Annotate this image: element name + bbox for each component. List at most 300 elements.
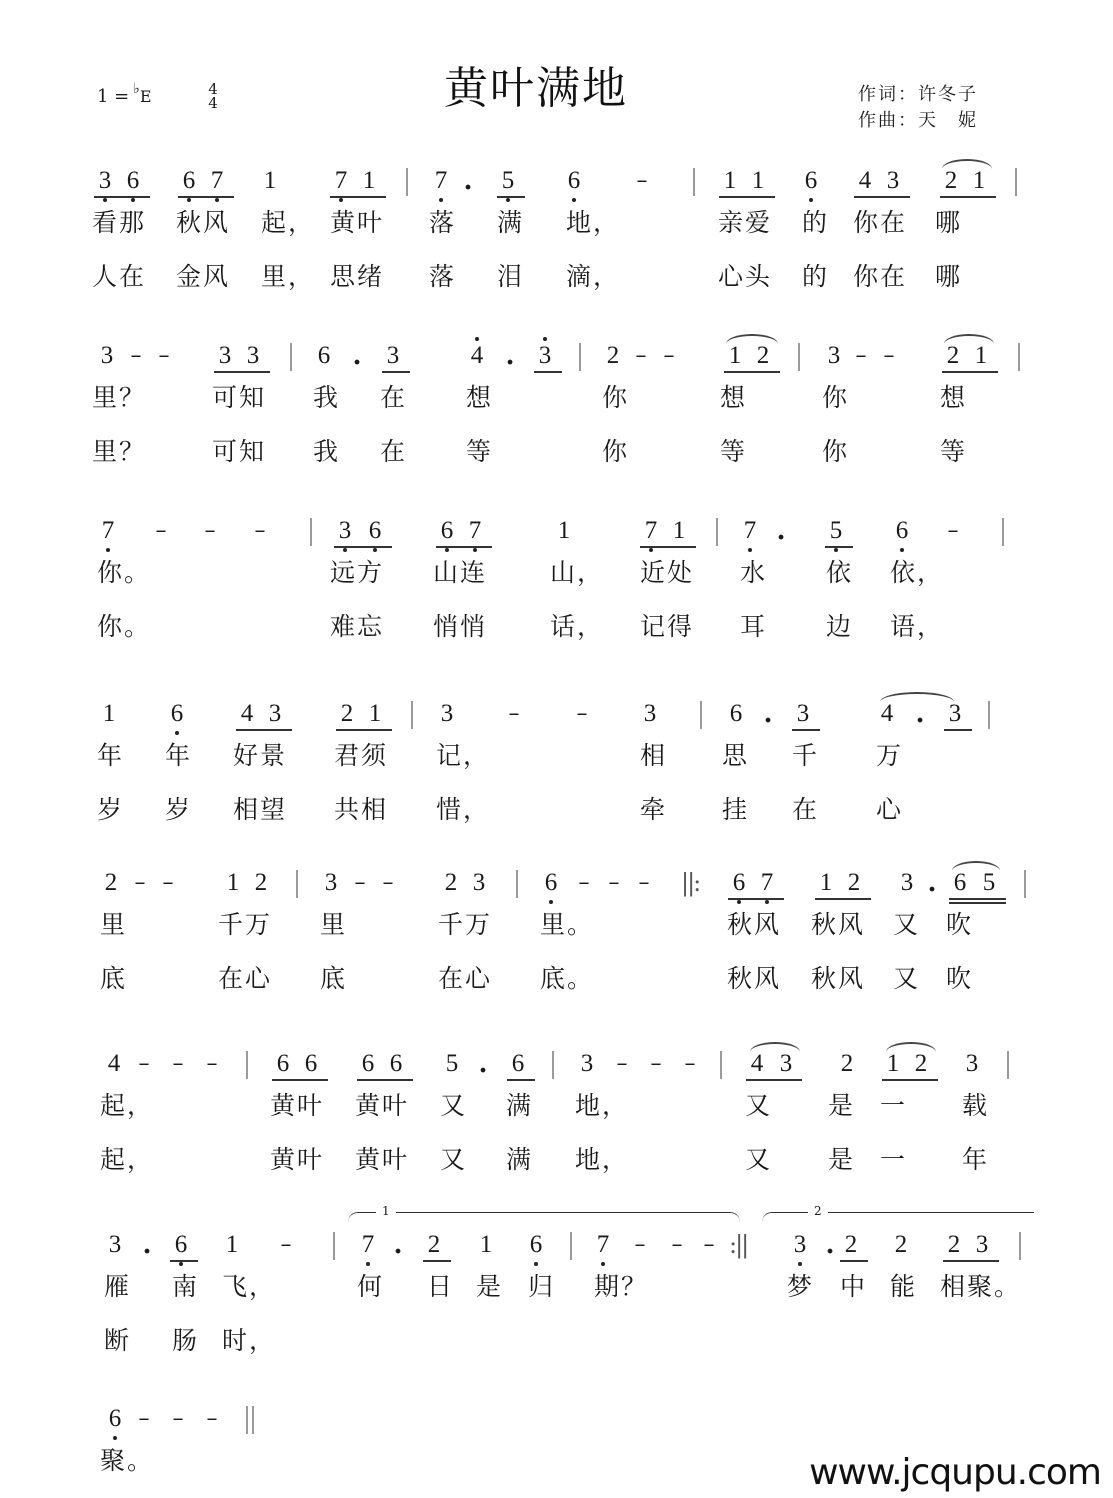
lyric-verse1: 又 xyxy=(893,910,921,939)
lyric-verse1: 满 xyxy=(497,208,525,237)
barline xyxy=(693,168,695,196)
lyric-verse2: 在心 xyxy=(438,964,493,993)
sustain-dash: – xyxy=(158,343,170,368)
note: 7 xyxy=(361,1231,375,1258)
underline-eighth xyxy=(724,371,780,373)
note: 2 xyxy=(944,167,958,194)
lyric-verse2: 话， xyxy=(550,612,605,641)
lyric-verse1: 远方 xyxy=(330,558,385,587)
barline xyxy=(290,343,292,371)
lyric-verse1: 千万 xyxy=(218,910,273,939)
lyric-verse1: 好景 xyxy=(233,741,288,770)
lyric-verse1: 秋风 xyxy=(176,208,231,237)
lyric-verse2: 你。 xyxy=(97,612,152,641)
repeat-start-sign: ||: xyxy=(681,869,700,897)
low-octave-dot xyxy=(534,1262,538,1266)
low-octave-dot xyxy=(343,548,347,552)
barline xyxy=(570,1232,572,1260)
lyric-verse1: 起， xyxy=(261,208,316,237)
note: 1 xyxy=(479,1231,493,1258)
repeat-end-sign: :|| xyxy=(729,1231,748,1259)
underline-eighth xyxy=(943,1260,999,1262)
volta-number-1: 1 xyxy=(376,1204,396,1218)
note: 5 xyxy=(445,1050,459,1077)
sustain-dash: – xyxy=(206,1051,218,1076)
lyric-verse1: 哪 xyxy=(935,208,963,237)
note: 7 xyxy=(334,167,348,194)
low-octave-dot xyxy=(366,1262,370,1266)
sustain-dash: – xyxy=(650,1051,662,1076)
sustain-dash: – xyxy=(172,1406,184,1431)
sustain-dash: – xyxy=(638,870,650,895)
lyric-verse2: 黄叶 xyxy=(270,1145,325,1174)
lyric-verse1: 是 xyxy=(476,1272,504,1301)
lyric-verse1: 中 xyxy=(840,1272,868,1301)
dotted-rhythm: . xyxy=(505,341,515,371)
low-octave-dot xyxy=(175,731,179,735)
note: 3 xyxy=(975,1231,989,1258)
low-octave-dot xyxy=(473,548,477,552)
lyric-verse1: 你 xyxy=(602,383,630,412)
lyric-verse2: 地， xyxy=(575,1145,630,1174)
underline-eighth xyxy=(423,1260,451,1262)
sustain-dash: – xyxy=(608,870,620,895)
note: 7 xyxy=(434,167,448,194)
lyric-verse1: 一 xyxy=(880,1091,908,1120)
lyric-verse2: 满 xyxy=(506,1145,534,1174)
lyric-verse1: 吹 xyxy=(946,910,974,939)
note: 6 xyxy=(440,517,454,544)
note: 6 xyxy=(170,700,184,727)
dotted-rhythm: . xyxy=(142,1230,152,1260)
lyric-verse1: 又 xyxy=(745,1091,773,1120)
note: 2 xyxy=(847,869,861,896)
barline xyxy=(988,701,990,729)
low-octave-dot xyxy=(549,900,553,904)
note: 3 xyxy=(796,700,810,727)
note: 4 xyxy=(470,342,484,369)
lyric-verse1: 黄叶 xyxy=(330,208,385,237)
low-octave-dot xyxy=(439,198,443,202)
note: 2 xyxy=(844,1231,858,1258)
note: 2 xyxy=(340,700,354,727)
note: 2 xyxy=(756,342,770,369)
lyric-verse1: 我 xyxy=(313,383,341,412)
barline xyxy=(716,518,718,546)
note: 4 xyxy=(240,700,254,727)
lyric-verse2: 秋风 xyxy=(811,964,866,993)
note: 6 xyxy=(182,167,196,194)
lyric-verse2: 等 xyxy=(720,437,748,466)
lyric-verse1: 里 xyxy=(320,910,348,939)
underline-eighth xyxy=(640,546,696,548)
underline-eighth xyxy=(534,371,562,373)
underline-eighth xyxy=(728,898,784,900)
lyric-verse2: 在 xyxy=(380,437,408,466)
low-octave-dot xyxy=(765,900,769,904)
underline-eighth xyxy=(336,729,392,731)
note: 3 xyxy=(643,700,657,727)
note: 1 xyxy=(362,167,376,194)
low-octave-dot xyxy=(798,1262,802,1266)
sustain-dash: – xyxy=(162,870,174,895)
note: 6 xyxy=(174,1231,188,1258)
low-octave-dot xyxy=(900,548,904,552)
sustain-dash: – xyxy=(684,1051,696,1076)
lyric-verse2: 边 xyxy=(826,612,854,641)
sustain-dash: – xyxy=(204,518,216,543)
underline-eighth xyxy=(382,371,410,373)
barline xyxy=(296,870,298,898)
low-octave-dot xyxy=(572,198,576,202)
lyric-verse1: 里。 xyxy=(540,910,595,939)
underline-eighth xyxy=(940,196,996,198)
note: 1 xyxy=(972,167,986,194)
underline-eighth xyxy=(854,196,910,198)
dotted-rhythm: . xyxy=(352,341,362,371)
time-signature xyxy=(205,82,221,110)
lyric-verse1: 山， xyxy=(550,558,605,587)
lyric-verse2: 人在 xyxy=(92,262,147,291)
composer-credit: 作曲：天 妮 xyxy=(858,110,978,131)
sustain-dash: – xyxy=(280,1232,292,1257)
lyric-verse2: 悄悄 xyxy=(433,612,488,641)
lyric-verse1: 秋风 xyxy=(811,910,866,939)
lyric-verse1: 相 xyxy=(640,741,668,770)
note: 7 xyxy=(210,167,224,194)
lyric-verse1: 的 xyxy=(802,208,830,237)
lyric-verse2: 时， xyxy=(222,1326,277,1355)
lyric-verse2: 牵 xyxy=(640,795,668,824)
low-octave-dot xyxy=(215,198,219,202)
note: 7 xyxy=(644,517,658,544)
note: 4 xyxy=(750,1050,764,1077)
note: 6 xyxy=(567,167,581,194)
note: 6 xyxy=(804,167,818,194)
note: 1 xyxy=(672,517,686,544)
lyric-verse1: 聚。 xyxy=(100,1446,155,1475)
watermark: www.jcqupu.com xyxy=(809,1452,1101,1493)
note: 3 xyxy=(886,167,900,194)
barline xyxy=(700,701,702,729)
lyric-verse2: 你 xyxy=(602,437,630,466)
lyric-verse2: 记得 xyxy=(640,612,695,641)
lyric-verse2: 思绪 xyxy=(330,262,385,291)
lyric-verse2: 耳 xyxy=(740,612,768,641)
sustain-dash: – xyxy=(254,518,266,543)
barline xyxy=(1002,518,1004,546)
note: 7 xyxy=(101,517,115,544)
final-barline-1 xyxy=(246,1406,248,1434)
note: 7 xyxy=(468,517,482,544)
lyric-verse2: 黄叶 xyxy=(355,1145,410,1174)
lyric-verse1: 里？ xyxy=(92,383,147,412)
lyric-verse2: 一 xyxy=(880,1145,908,1174)
low-octave-dot xyxy=(649,548,653,552)
note: 3 xyxy=(108,1231,122,1258)
slur xyxy=(880,692,954,702)
low-octave-dot xyxy=(131,198,135,202)
lyric-verse2: 相望 xyxy=(233,795,288,824)
barline xyxy=(516,870,518,898)
lyric-verse2: 里？ xyxy=(92,437,147,466)
lyric-verse1: 何 xyxy=(357,1272,385,1301)
sustain-dash: – xyxy=(138,1406,150,1431)
lyric-verse2: 难忘 xyxy=(330,612,385,641)
note: 6 xyxy=(544,869,558,896)
note: 2 xyxy=(894,1231,908,1258)
lyric-verse1: 相聚。 xyxy=(940,1272,1022,1301)
lyric-verse2: 惜， xyxy=(436,795,491,824)
sustain-dash: – xyxy=(883,343,895,368)
slur xyxy=(942,159,992,169)
underline-eighth xyxy=(840,1260,868,1262)
note: 1 xyxy=(557,517,571,544)
note: 3 xyxy=(538,342,552,369)
lyric-verse2: 是 xyxy=(828,1145,856,1174)
low-octave-dot xyxy=(103,198,107,202)
dotted-rhythm: . xyxy=(915,699,925,729)
note: 3 xyxy=(218,342,232,369)
lyric-verse2: 心头 xyxy=(718,262,773,291)
lyric-verse1: 想 xyxy=(720,383,748,412)
note: 3 xyxy=(793,1231,807,1258)
underline-eighth xyxy=(825,546,853,548)
sustain-dash: – xyxy=(616,1051,628,1076)
low-octave-dot xyxy=(339,198,343,202)
barline xyxy=(406,168,408,196)
note: 1 xyxy=(819,869,833,896)
underline-eighth xyxy=(944,729,972,731)
sustain-dash: – xyxy=(138,1051,150,1076)
note: 3 xyxy=(900,869,914,896)
lyric-verse2: 我 xyxy=(313,437,341,466)
lyric-verse1: 归 xyxy=(528,1272,556,1301)
underline-eighth xyxy=(334,546,392,548)
lyric-verse1: 期？ xyxy=(594,1272,649,1301)
barline xyxy=(1024,870,1026,898)
note: 1 xyxy=(226,869,240,896)
lyric-verse2: 语， xyxy=(890,612,945,641)
key-prefix: 1 = xyxy=(97,86,130,107)
note: 1 xyxy=(723,167,737,194)
note: 6 xyxy=(361,1050,375,1077)
sustain-dash: – xyxy=(354,870,366,895)
note: 3 xyxy=(965,1050,979,1077)
low-octave-dot xyxy=(601,1262,605,1266)
underline-eighth xyxy=(330,196,386,198)
dotted-rhythm: . xyxy=(776,516,786,546)
lyric-verse1: 又 xyxy=(440,1091,468,1120)
note: 5 xyxy=(982,869,996,896)
sustain-dash: – xyxy=(635,343,647,368)
note: 3 xyxy=(246,342,260,369)
key-note: E xyxy=(139,87,152,106)
lyric-verse1: 地， xyxy=(566,208,621,237)
lyric-verse2: 又 xyxy=(893,964,921,993)
low-octave-dot xyxy=(506,198,510,202)
lyric-verse1: 亲爱 xyxy=(718,208,773,237)
note: 1 xyxy=(886,1050,900,1077)
note: 6 xyxy=(895,517,909,544)
sustain-dash: – xyxy=(855,343,867,368)
lyric-verse2: 等 xyxy=(466,437,494,466)
lyric-verse2: 岁 xyxy=(97,795,125,824)
note: 6 xyxy=(511,1050,525,1077)
lyric-verse1: 雁 xyxy=(104,1272,132,1301)
underline-eighth xyxy=(178,196,234,198)
note: 6 xyxy=(732,869,746,896)
lyric-verse1: 依 xyxy=(826,558,854,587)
low-octave-dot xyxy=(187,198,191,202)
underline-eighth xyxy=(942,371,998,373)
sustain-dash: – xyxy=(576,701,588,726)
lyric-verse2: 吹 xyxy=(946,964,974,993)
lyric-verse1: 落 xyxy=(429,208,457,237)
lyric-verse1: 在 xyxy=(380,383,408,412)
sustain-dash: – xyxy=(130,343,142,368)
underline-eighth xyxy=(236,729,292,731)
underline-eighth xyxy=(272,1079,328,1081)
time-top: 4 xyxy=(208,80,218,98)
low-octave-dot xyxy=(748,548,752,552)
note: 2 xyxy=(840,1050,854,1077)
lyric-verse1: 思 xyxy=(722,741,750,770)
lyric-verse2: 哪 xyxy=(935,262,963,291)
underline-eighth xyxy=(214,371,270,373)
note: 3 xyxy=(580,1050,594,1077)
lyric-verse2: 肠 xyxy=(172,1326,200,1355)
lyric-verse1: 水 xyxy=(740,558,768,587)
note: 3 xyxy=(98,167,112,194)
barline xyxy=(798,343,800,371)
barline xyxy=(310,518,312,546)
volta-bracket-1 xyxy=(348,1212,740,1223)
lyric-verse2: 泪 xyxy=(497,262,525,291)
note: 6 xyxy=(729,700,743,727)
barline xyxy=(1018,343,1020,371)
lyric-verse2: 又 xyxy=(440,1145,468,1174)
lyric-verse2: 落 xyxy=(429,262,457,291)
underline-eighth xyxy=(882,1079,938,1081)
underline-eighth xyxy=(436,546,492,548)
underline-sixteenth xyxy=(949,902,1006,904)
note: 6 xyxy=(953,869,967,896)
sustain-dash: – xyxy=(382,870,394,895)
low-octave-dot xyxy=(373,548,377,552)
lyric-verse2: 底。 xyxy=(540,964,595,993)
sustain-dash: – xyxy=(703,1232,715,1257)
dotted-rhythm: . xyxy=(763,699,773,729)
sustain-dash: – xyxy=(155,518,167,543)
low-octave-dot xyxy=(179,1262,183,1266)
underline-eighth xyxy=(507,1079,535,1081)
note: 3 xyxy=(268,700,282,727)
note: 2 xyxy=(947,1231,961,1258)
lyric-verse2: 秋风 xyxy=(727,964,782,993)
lyric-verse2: 起， xyxy=(100,1145,155,1174)
volta-number-2: 2 xyxy=(808,1204,828,1218)
sustain-dash: – xyxy=(172,1051,184,1076)
lyric-verse2: 岁 xyxy=(165,795,193,824)
lyric-verse2: 你 xyxy=(822,437,850,466)
underline-eighth xyxy=(719,196,775,198)
lyric-verse1: 能 xyxy=(890,1272,918,1301)
lyric-verse1: 万 xyxy=(876,741,904,770)
dotted-rhythm: . xyxy=(463,166,473,196)
note: 6 xyxy=(317,342,331,369)
lyric-verse2: 金风 xyxy=(176,262,231,291)
note: 7 xyxy=(596,1231,610,1258)
lyric-verse1: 看那 xyxy=(92,208,147,237)
note: 3 xyxy=(948,700,962,727)
lyric-verse1: 是 xyxy=(828,1091,856,1120)
sustain-dash: – xyxy=(134,870,146,895)
lyric-verse1: 起， xyxy=(100,1091,155,1120)
lyricist-credit: 作词：许冬子 xyxy=(858,84,978,105)
lyric-verse2: 底 xyxy=(100,964,128,993)
note: 2 xyxy=(606,342,620,369)
underline-eighth xyxy=(497,196,525,198)
low-octave-dot xyxy=(834,548,838,552)
lyric-verse1: 里 xyxy=(100,910,128,939)
lyric-verse1: 山连 xyxy=(433,558,488,587)
note: 5 xyxy=(829,517,843,544)
barline xyxy=(1007,1051,1009,1079)
lyric-verse2: 在 xyxy=(792,795,820,824)
underline-eighth xyxy=(792,729,820,731)
note: 1 xyxy=(368,700,382,727)
lyric-verse2: 的 xyxy=(802,262,830,291)
note: 6 xyxy=(276,1050,290,1077)
underline-eighth xyxy=(170,1260,198,1262)
slur xyxy=(944,334,994,344)
dotted-rhythm: . xyxy=(927,868,937,898)
high-octave-dot xyxy=(543,337,547,341)
sustain-dash: – xyxy=(947,518,959,543)
note: 2 xyxy=(427,1231,441,1258)
note: 2 xyxy=(104,869,118,896)
lyric-verse2: 可知 xyxy=(212,437,267,466)
low-octave-dot xyxy=(113,1436,117,1440)
barline xyxy=(1019,1232,1021,1260)
sustain-dash: – xyxy=(508,701,520,726)
lyric-verse1: 记， xyxy=(436,741,491,770)
lyric-verse1: 依， xyxy=(890,558,945,587)
time-bottom: 4 xyxy=(208,94,218,112)
lyric-verse1: 年 xyxy=(165,741,193,770)
note: 6 xyxy=(389,1050,403,1077)
note: 3 xyxy=(386,342,400,369)
note: 3 xyxy=(324,869,338,896)
note: 2 xyxy=(914,1050,928,1077)
lyric-verse1: 近处 xyxy=(640,558,695,587)
slur xyxy=(750,1042,800,1052)
note: 2 xyxy=(444,869,458,896)
underline-eighth xyxy=(94,196,150,198)
barline xyxy=(1015,168,1017,196)
dotted-rhythm: . xyxy=(393,1230,403,1260)
lyric-verse1: 南 xyxy=(172,1272,200,1301)
note: 1 xyxy=(751,167,765,194)
lyric-verse1: 秋风 xyxy=(727,910,782,939)
lyric-verse2: 年 xyxy=(962,1145,990,1174)
lyric-verse1: 年 xyxy=(97,741,125,770)
low-octave-dot xyxy=(737,900,741,904)
lyric-verse2: 在心 xyxy=(218,964,273,993)
lyric-verse1: 黄叶 xyxy=(355,1091,410,1120)
sustain-dash: – xyxy=(663,343,675,368)
